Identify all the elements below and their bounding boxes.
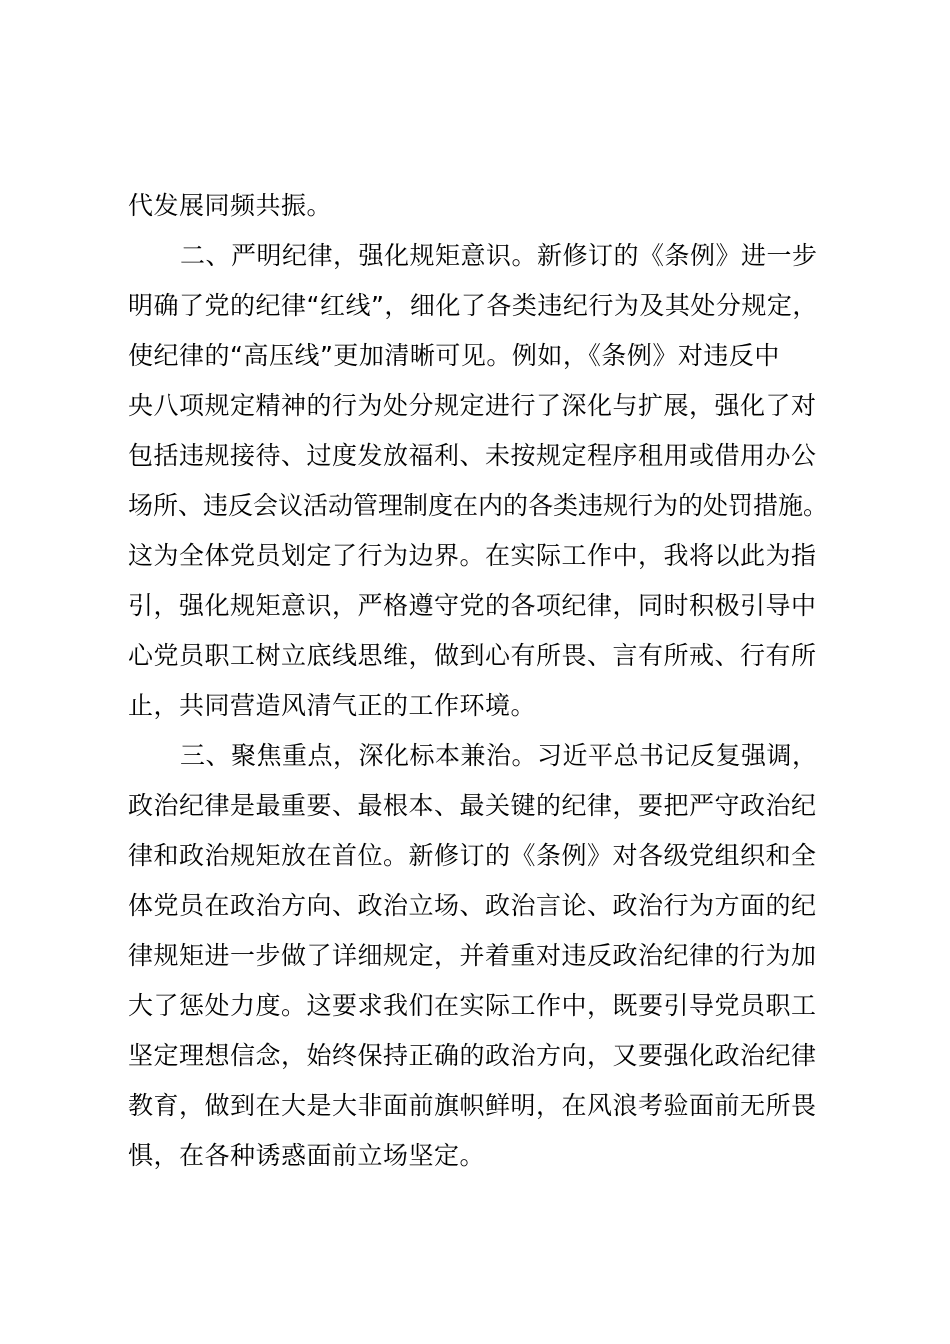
text-line: 惧，在各种诱惑面前立场坚定。 [128,1141,486,1170]
text-line: 代发展同频共振。 [128,191,333,220]
paragraph-start-line: 三、聚焦重点，深化标本兼治。习近平总书记反复强调， [180,741,818,770]
text-line: 教育，做到在大是大非面前旗帜鲜明，在风浪考验面前无所畏 [128,1091,817,1120]
text-line: 止，共同营造风清气正的工作环境。 [128,691,537,720]
text-line: 政治纪律是最重要、最根本、最关键的纪律，要把严守政治纪 [128,791,817,820]
text-line: 央八项规定精神的行为处分规定进行了深化与扩展，强化了对 [128,391,817,420]
text-line: 坚定理想信念，始终保持正确的政治方向，又要强化政治纪律 [128,1041,817,1070]
text-line: 心党员职工树立底线思维，做到心有所畏、言有所戒、行有所 [128,641,817,670]
text-line: 场所、违反会议活动管理制度在内的各类违规行为的处罚措施。 [128,491,829,520]
text-line: 使纪律的“高压线”更加清晰可见。例如，《条例》对违反中 [128,341,780,370]
text-line: 律和政治规矩放在首位。新修订的《条例》对各级党组织和全 [128,841,817,870]
text-line: 体党员在政治方向、政治立场、政治言论、政治行为方面的纪 [128,891,817,920]
text-line: 明确了党的纪律“红线”，细化了各类违纪行为及其处分规定， [128,291,818,320]
text-line: 包括违规接待、过度发放福利、未按规定程序租用或借用办公 [128,441,817,470]
text-line: 大了惩处力度。这要求我们在实际工作中，既要引导党员职工 [128,991,817,1020]
text-line: 引，强化规矩意识，严格遵守党的各项纪律，同时积极引导中 [128,591,817,620]
text-line: 这为全体党员划定了行为边界。在实际工作中，我将以此为指 [128,541,817,570]
document-body [128,181,834,1181]
paragraph-start-line: 二、严明纪律，强化规矩意识。新修订的《条例》进一步 [180,241,818,270]
text-line: 律规矩进一步做了详细规定，并着重对违反政治纪律的行为加 [128,941,817,970]
